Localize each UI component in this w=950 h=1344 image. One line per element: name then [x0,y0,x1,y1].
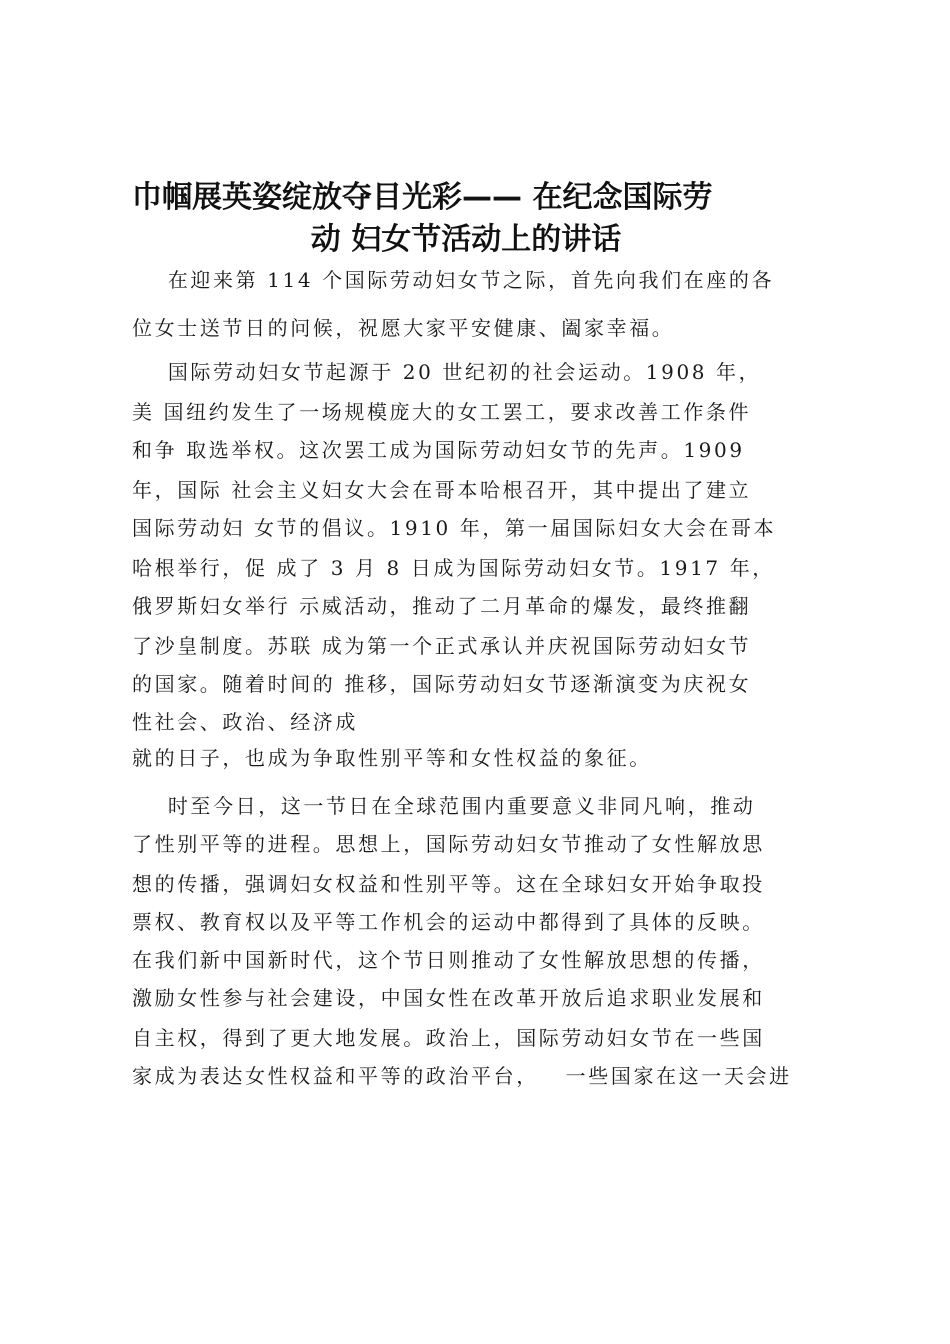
body-text-line: 了性别平等的进程。思想上，国际劳动妇女节推动了女性解放思 [132,832,765,856]
body-text-line: 就的日子，也成为争取性别平等和女性权益的象征。 [132,746,652,770]
body-text-line: 在我们新中国新时代，这个节日则推动了女性解放思想的传播， [132,948,765,972]
body-text-line: 国际劳动妇 女节的倡议。1910 年，第一届国际妇女大会在哥本 [132,516,777,540]
body-text-line: 性社会、政治、经济成 [132,710,358,734]
body-text-line: 国际劳动妇女节起源于 20 世纪初的社会运动。1908 年， [132,360,762,384]
document-title-line-1: 巾帼展英姿绽放夺目光彩—— 在纪念国际劳 [132,180,713,215]
body-text-line: 了沙皇制度。苏联 成为第一个正式承认并庆祝国际劳动妇女节 [132,634,752,658]
body-text-line: 想的传播，强调妇女权益和性别平等。这在全球妇女开始争取投 [132,872,765,896]
body-text-line: 时至今日，这一节日在全球范围内重要意义非同凡响，推动 [132,794,756,818]
body-text-line: 哈根举行，促 成了 3 月 8 日成为国际劳动妇女节。1917 年， [132,556,775,580]
body-text-line: 美 国纽约发生了一场规模庞大的女工罢工，要求改善工作条件 [132,400,752,424]
body-text-line: 和争 取选举权。这次罢工成为国际劳动妇女节的先声。1909 [132,438,745,462]
body-text-line: 家成为表达女性权益和平等的政治平台， 一些国家在这一天会进 [132,1064,792,1088]
body-text-line: 在迎来第 114 个国际劳动妇女节之际，首先向我们在座的各 [132,268,775,292]
body-text-line: 俄罗斯妇女举行 示威活动，推动了二月革命的爆发，最终推翻 [132,594,752,618]
document-title-line-2: 动 妇女节活动上的讲话 [310,222,622,257]
body-text-line: 的国家。随着时间的 推移，国际劳动妇女节逐渐演变为庆祝女 [132,672,752,696]
body-text-line: 票权、教育权以及平等工作机会的运动中都得到了具体的反映。 [132,910,765,934]
body-text-line: 激励女性参与社会建设，中国女性在改革开放后追求职业发展和 [132,986,765,1010]
body-text-line: 自主权，得到了更大地发展。政治上，国际劳动妇女节在一些国 [132,1026,765,1050]
body-text-line: 年，国际 社会主义妇女大会在哥本哈根召开，其中提出了建立 [132,478,752,502]
body-text-line: 位女士送节日的问候，祝愿大家平安健康、阖家幸福。 [132,316,675,340]
